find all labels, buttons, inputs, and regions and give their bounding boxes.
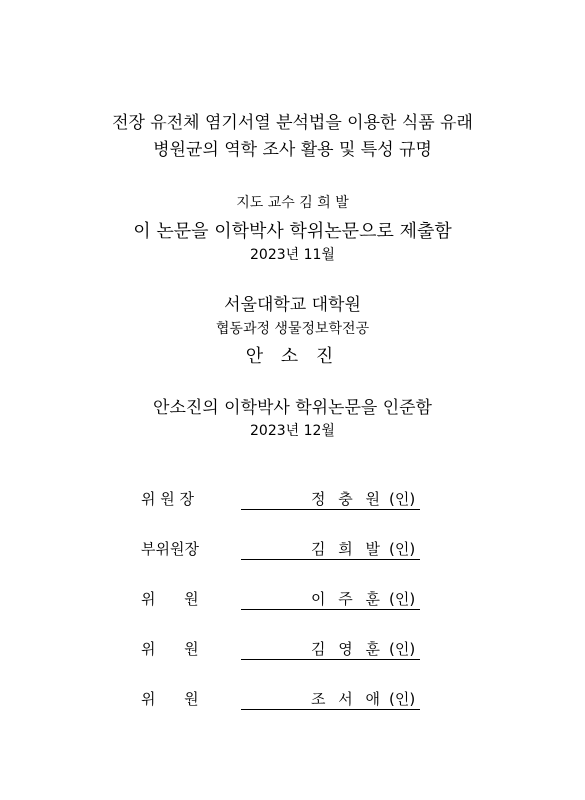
committee-row-chair — [0, 488, 585, 512]
department-name: 협동과정 생물정보학전공 — [215, 321, 370, 337]
committee-role: 부위원장 — [141, 540, 199, 558]
submission-date: 2023년 11월 — [250, 247, 335, 263]
committee-row-member-3 — [0, 688, 585, 712]
committee-member-name: 이 주 훈 — [310, 590, 384, 608]
committee-row-member-2 — [0, 638, 585, 662]
signature-line — [241, 609, 420, 610]
approval-date: 2023년 12월 — [250, 423, 335, 439]
author-name: 안 소 진 — [245, 346, 340, 367]
committee-row-vice-chair — [0, 538, 585, 562]
committee-member-name: 정 충 원 — [310, 490, 384, 508]
committee-role: 위 원 — [141, 640, 199, 658]
committee-row-member-1 — [0, 588, 585, 612]
approval-statement: 안소진의 이학박사 학위논문을 인준함 — [153, 398, 432, 418]
committee-role: 위 원 장 — [141, 490, 195, 508]
seal-mark: (인) — [389, 640, 416, 658]
advisor: 지도 교수 김 희 발 — [236, 195, 349, 211]
committee-member-name: 조 서 애 — [310, 690, 384, 708]
seal-mark: (인) — [389, 490, 416, 508]
signature-line — [241, 709, 420, 710]
committee-member-name: 김 희 발 — [310, 540, 384, 558]
thesis-title-line-1: 전장 유전체 염기서열 분석법을 이용한 식품 유래 — [112, 113, 473, 133]
committee-role: 위 원 — [141, 690, 199, 708]
committee-role: 위 원 — [141, 590, 199, 608]
school-name: 서울대학교 대학원 — [224, 295, 361, 315]
thesis-title-line-2: 병원균의 역학 조사 활용 및 특성 규명 — [153, 140, 432, 160]
submission-statement: 이 논문을 이학박사 학위논문으로 제출함 — [133, 221, 452, 242]
signature-line — [241, 559, 420, 560]
committee-member-name: 김 영 훈 — [310, 640, 384, 658]
signature-line — [241, 509, 420, 510]
signature-line — [241, 659, 420, 660]
seal-mark: (인) — [389, 540, 416, 558]
seal-mark: (인) — [389, 590, 416, 608]
seal-mark: (인) — [389, 690, 416, 708]
